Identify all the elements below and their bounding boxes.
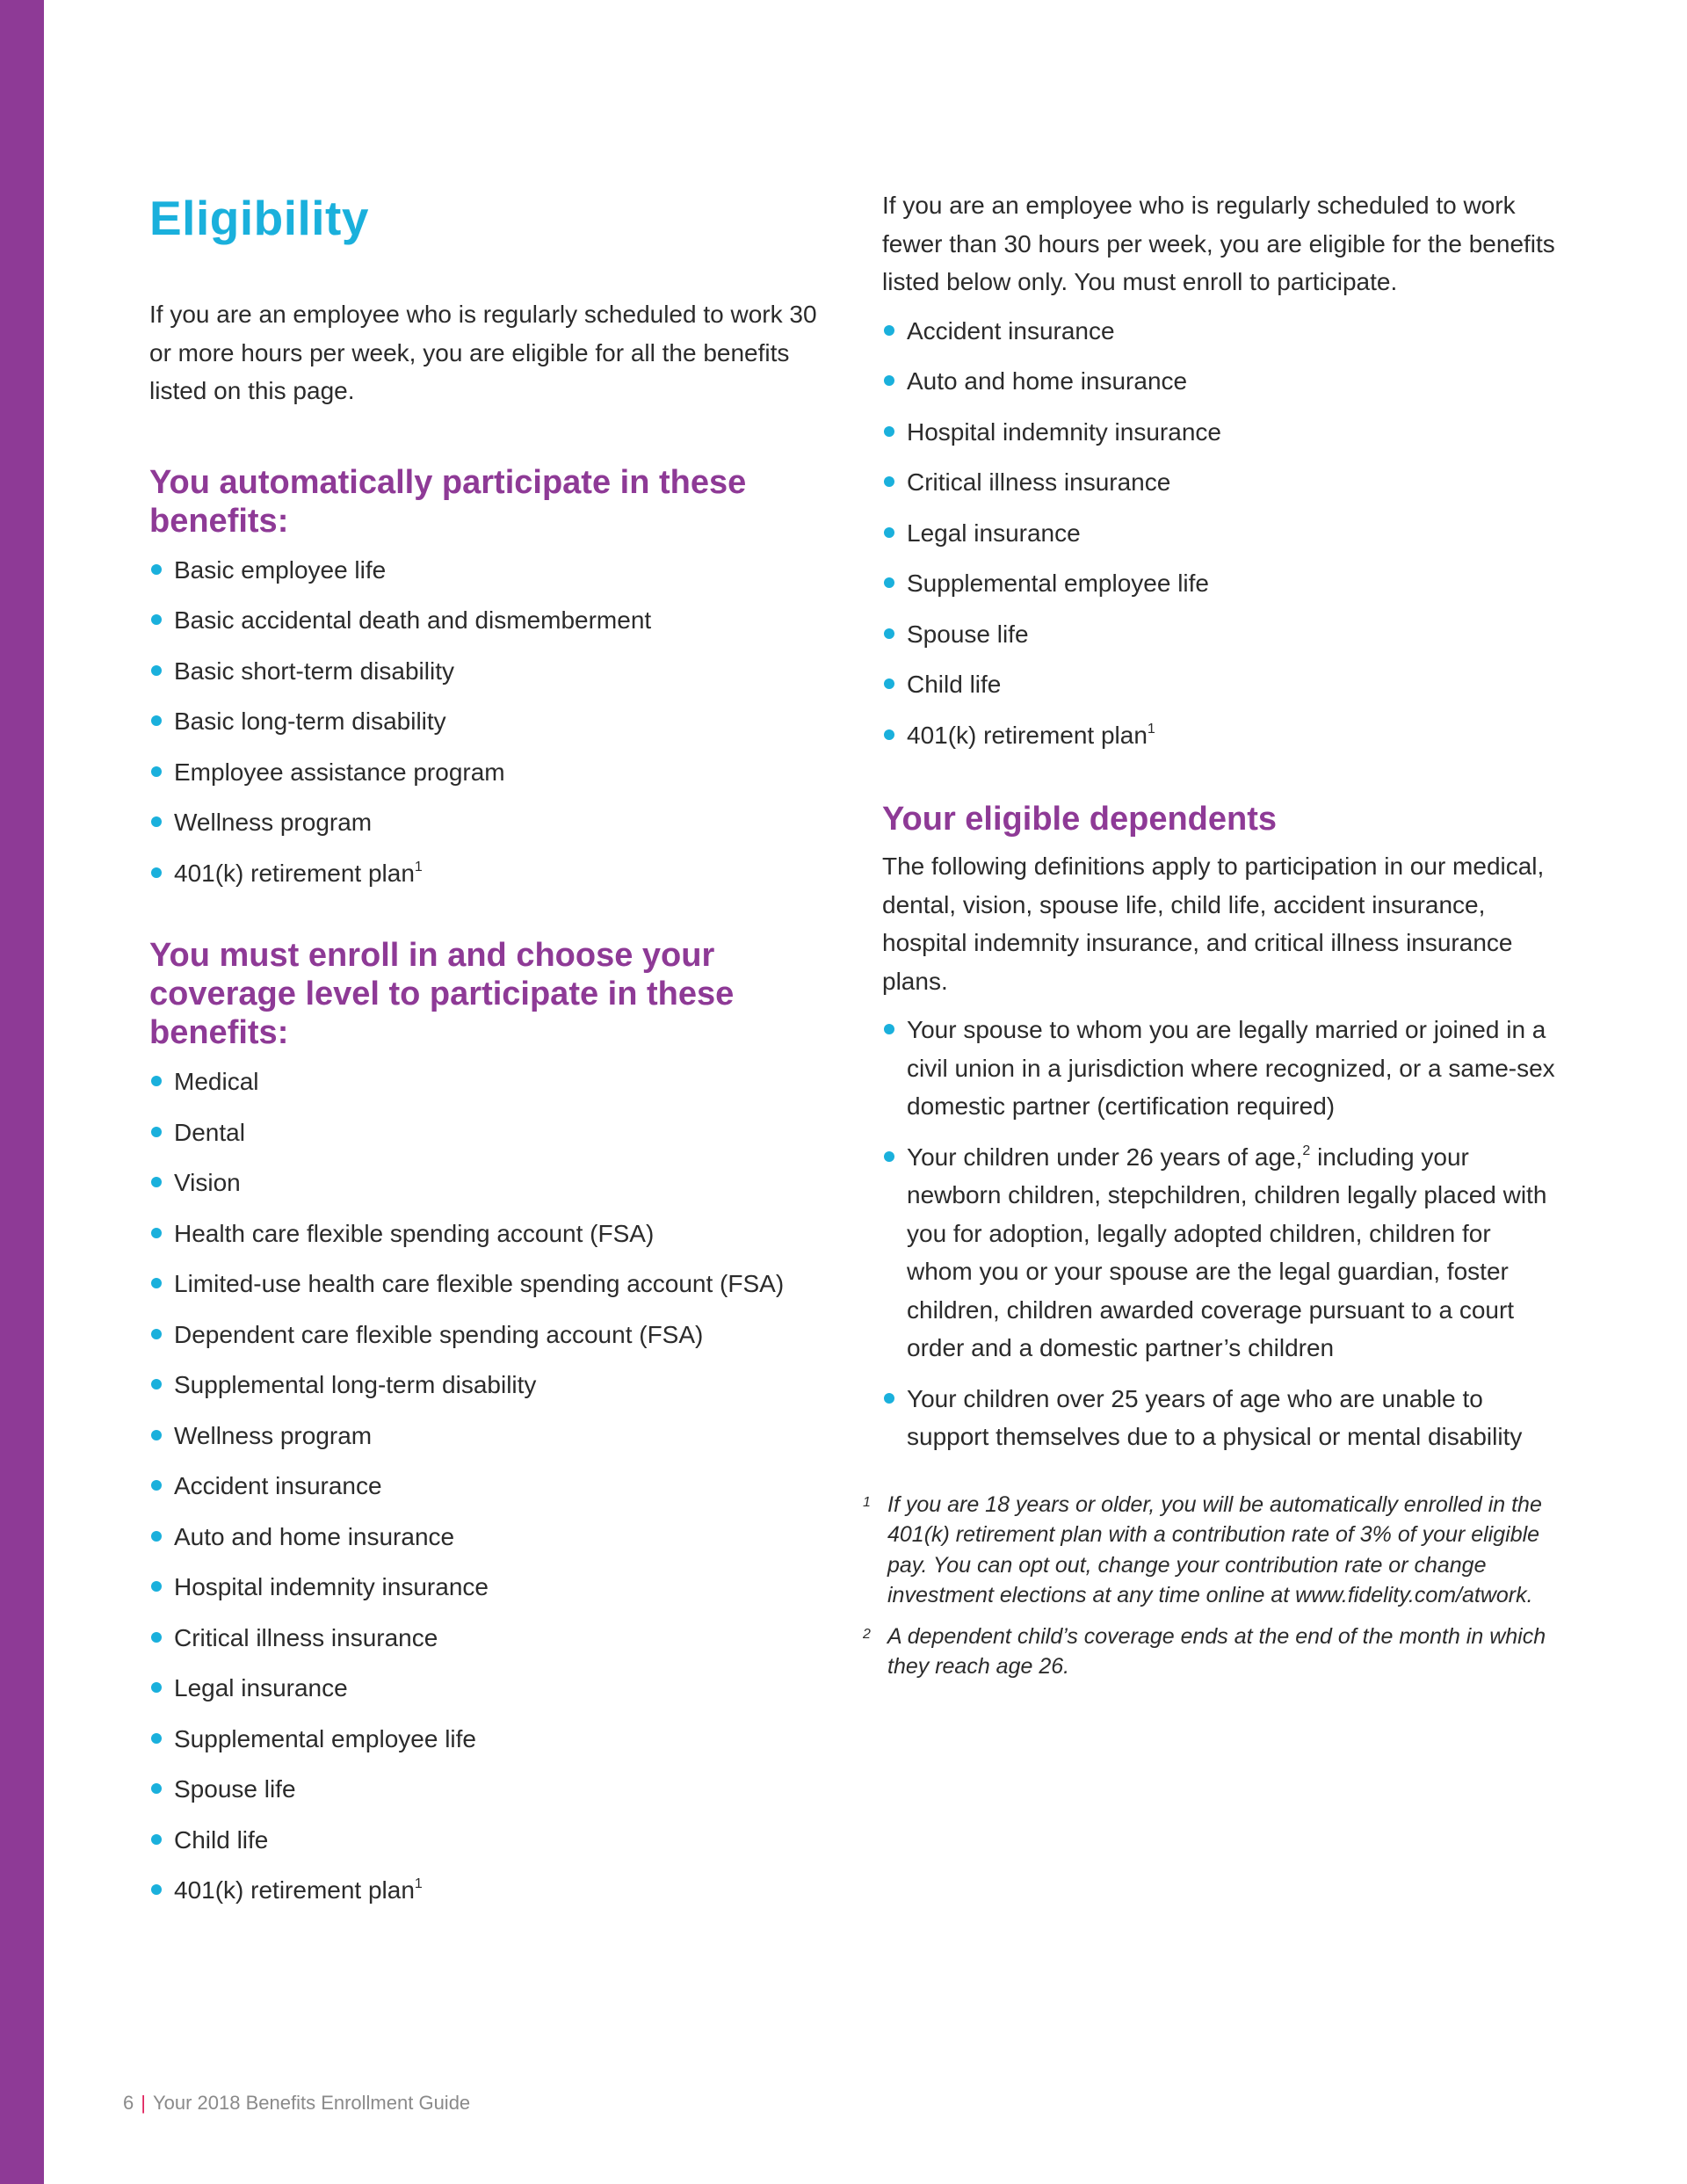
bullet-icon xyxy=(151,1076,162,1086)
bullet-icon xyxy=(151,564,162,575)
bullet-icon xyxy=(151,1733,162,1744)
list-item xyxy=(149,1215,826,1253)
list-item xyxy=(149,1518,826,1556)
bullet-icon xyxy=(151,1884,162,1895)
bullet-icon xyxy=(151,1430,162,1440)
list-item xyxy=(882,564,1559,603)
bullet-icon xyxy=(151,1379,162,1389)
dependent-text: Your children under 26 years of age, xyxy=(907,1143,1303,1171)
dependents-intro: The following definitions apply to participation in our medical, dental, vision, spouse life, child life, accident insurance, hospital indemnity insurance, and critical illness insurance plans. xyxy=(882,853,1545,995)
list-item xyxy=(149,1114,826,1152)
list-item-label: Basic accidental death and dismemberment xyxy=(174,606,652,634)
bullet-icon xyxy=(151,1177,162,1187)
list-item-label: Hospital indemnity insurance xyxy=(174,1573,489,1600)
list-item xyxy=(882,716,1559,755)
list-item-label: Accident insurance xyxy=(907,316,1115,345)
list-item-label: Legal insurance xyxy=(907,519,1081,547)
auto-participate-heading: You automatically participate in these benefits: xyxy=(149,463,747,540)
bullet-icon xyxy=(151,1531,162,1542)
list-item-label: Dental xyxy=(174,1118,245,1146)
list-item-label: Health care flexible spending account (FSA) xyxy=(174,1219,655,1247)
list-item xyxy=(882,615,1559,654)
list-item-label: Medical xyxy=(174,1068,259,1095)
list-item xyxy=(149,1770,826,1809)
list-item-label: Accident insurance xyxy=(174,1472,382,1499)
footer-separator: | xyxy=(141,2092,146,2114)
list-item xyxy=(149,1265,826,1303)
footnote-text: A dependent child’s coverage ends at the end of the month in which they reach age 26. xyxy=(887,1623,1546,1679)
full-time-intro: If you are an employee who is regularly scheduled to work 30 or more hours per week, you are eligible for all the benefits listed on this page. xyxy=(149,301,817,404)
list-item-label: Critical illness insurance xyxy=(907,468,1171,496)
list-item-label: Supplemental long-term disability xyxy=(174,1371,537,1398)
list-item-label: Hospital indemnity insurance xyxy=(907,417,1221,446)
bullet-icon xyxy=(151,715,162,726)
dependent-item xyxy=(882,1138,1559,1368)
bullet-icon xyxy=(151,665,162,676)
dependent-text-continued: including your newborn children, stepchildren, children legally placed with you for adoption, legally adopted children, children for whom you or your spouse are the legal guardian, foster children, children awarded coverage pursuant to a court order and a domestic partner’s children xyxy=(907,1143,1547,1361)
list-item xyxy=(149,854,826,893)
bullet-icon xyxy=(884,729,894,740)
list-item-label: Auto and home insurance xyxy=(174,1522,455,1550)
dependent-item xyxy=(882,1011,1559,1126)
footnote-ref: 1 xyxy=(414,859,423,874)
bullet-icon xyxy=(151,1632,162,1643)
list-item xyxy=(149,1417,826,1455)
list-item-label: Limited-use health care flexible spending account (FSA) xyxy=(174,1270,785,1297)
enroll-heading: You must enroll in and choose your coverage level to participate in these benefits: xyxy=(149,937,735,1051)
bullet-icon xyxy=(151,1581,162,1592)
list-item-label: Critical illness insurance xyxy=(174,1623,438,1651)
footnote xyxy=(863,1622,1559,1682)
bullet-icon xyxy=(884,426,894,437)
list-item xyxy=(149,1063,826,1101)
list-item-label: Dependent care flexible spending account (FSA) xyxy=(174,1320,704,1348)
list-item-label: Child life xyxy=(907,671,1002,698)
bullet-icon xyxy=(884,375,894,386)
footnote-ref: 1 xyxy=(1147,721,1155,736)
list-item-label: Wellness program xyxy=(174,1421,373,1449)
right-column xyxy=(863,186,1559,1693)
list-item-label: Employee assistance program xyxy=(174,758,505,786)
page-number: 6 xyxy=(123,2092,134,2114)
left-column xyxy=(149,185,826,1922)
page-footer xyxy=(123,2090,470,2116)
list-item-label: Spouse life xyxy=(907,620,1029,648)
list-item-label: Spouse life xyxy=(174,1775,296,1803)
list-item xyxy=(149,551,826,590)
footnote xyxy=(863,1490,1559,1611)
list-item xyxy=(882,514,1559,553)
list-item xyxy=(882,463,1559,502)
list-item xyxy=(149,753,826,792)
auto-benefits-list xyxy=(149,551,826,893)
bullet-icon xyxy=(151,1228,162,1238)
list-item xyxy=(149,1164,826,1202)
footnote-ref: 1 xyxy=(414,1876,423,1891)
bullet-icon xyxy=(884,476,894,487)
list-item xyxy=(882,362,1559,401)
list-item xyxy=(882,665,1559,704)
side-accent-bar xyxy=(0,0,44,2184)
list-item-label: Child life xyxy=(174,1825,269,1854)
dependents-heading: Your eligible dependents xyxy=(882,801,1278,838)
list-item xyxy=(149,1720,826,1759)
page-title: Eligibility xyxy=(149,191,369,245)
bullet-icon xyxy=(151,766,162,777)
bullet-icon xyxy=(884,1151,894,1162)
list-item xyxy=(149,1669,826,1708)
bullet-icon xyxy=(884,678,894,689)
dependent-item xyxy=(882,1380,1559,1456)
bullet-icon xyxy=(884,628,894,639)
dependents-list xyxy=(882,1011,1559,1456)
list-item-label: 401(k) retirement plan xyxy=(174,1876,415,1904)
list-item xyxy=(882,312,1559,351)
footnote-ref: 2 xyxy=(1302,1143,1311,1158)
list-item xyxy=(149,1568,826,1607)
bullet-icon xyxy=(151,816,162,827)
list-item xyxy=(149,1619,826,1658)
list-item xyxy=(149,1316,826,1354)
list-item-label: 401(k) retirement plan xyxy=(907,721,1148,749)
guide-title: Your 2018 Benefits Enrollment Guide xyxy=(152,2092,471,2114)
bullet-icon xyxy=(151,867,162,878)
list-item-label: 401(k) retirement plan xyxy=(174,859,415,887)
part-time-intro: If you are an employee who is regularly scheduled to work fewer than 30 hours per week, you are eligible for the benefits listed below only. You must enroll to participate. xyxy=(882,192,1555,295)
footnote-number: 2 xyxy=(863,1626,871,1642)
list-item xyxy=(149,1366,826,1404)
footnotes xyxy=(863,1490,1559,1682)
list-item-label: Vision xyxy=(174,1169,241,1196)
enroll-benefits-list xyxy=(149,1063,826,1910)
list-item xyxy=(149,803,826,842)
list-item-label: Wellness program xyxy=(174,809,373,836)
part-time-benefits-list xyxy=(882,312,1559,755)
list-item xyxy=(149,702,826,741)
bullet-icon xyxy=(151,1329,162,1339)
list-item xyxy=(149,652,826,691)
bullet-icon xyxy=(151,1834,162,1845)
bullet-icon xyxy=(151,1127,162,1137)
list-item-label: Basic long-term disability xyxy=(174,707,446,735)
bullet-icon xyxy=(884,577,894,588)
list-item xyxy=(149,601,826,640)
bullet-icon xyxy=(884,527,894,538)
list-item xyxy=(149,1467,826,1506)
bullet-icon xyxy=(151,1783,162,1794)
bullet-icon xyxy=(884,325,894,336)
list-item-label: Legal insurance xyxy=(174,1674,348,1701)
list-item-label: Basic short-term disability xyxy=(174,657,454,685)
bullet-icon xyxy=(151,1682,162,1693)
list-item xyxy=(149,1871,826,1910)
list-item-label: Auto and home insurance xyxy=(907,367,1188,395)
list-item-label: Supplemental employee life xyxy=(907,570,1209,597)
dependent-text: Your spouse to whom you are legally married or joined in a civil union in a jurisdiction where recognized, or a same-sex domestic partner (certification required) xyxy=(907,1016,1555,1120)
dependent-text: Your children over 25 years of age who are unable to support themselves due to a physical or mental disability xyxy=(907,1384,1523,1450)
list-item xyxy=(882,413,1559,452)
list-item-label: Basic employee life xyxy=(174,555,387,584)
bullet-icon xyxy=(151,1278,162,1288)
bullet-icon xyxy=(884,1393,894,1404)
footnote-text: If you are 18 years or older, you will be automatically enrolled in the 401(k) retirement plan with a contribution rate of 3% of your eligible pay. You can opt out, change your contribution rate or change investment elections at any time online at www.fidelity.com/atwork. xyxy=(887,1491,1542,1607)
list-item-label: Supplemental employee life xyxy=(174,1724,476,1752)
bullet-icon xyxy=(884,1024,894,1034)
list-item xyxy=(149,1821,826,1860)
bullet-icon xyxy=(151,1480,162,1491)
footnote-number: 1 xyxy=(863,1494,871,1510)
bullet-icon xyxy=(151,614,162,625)
